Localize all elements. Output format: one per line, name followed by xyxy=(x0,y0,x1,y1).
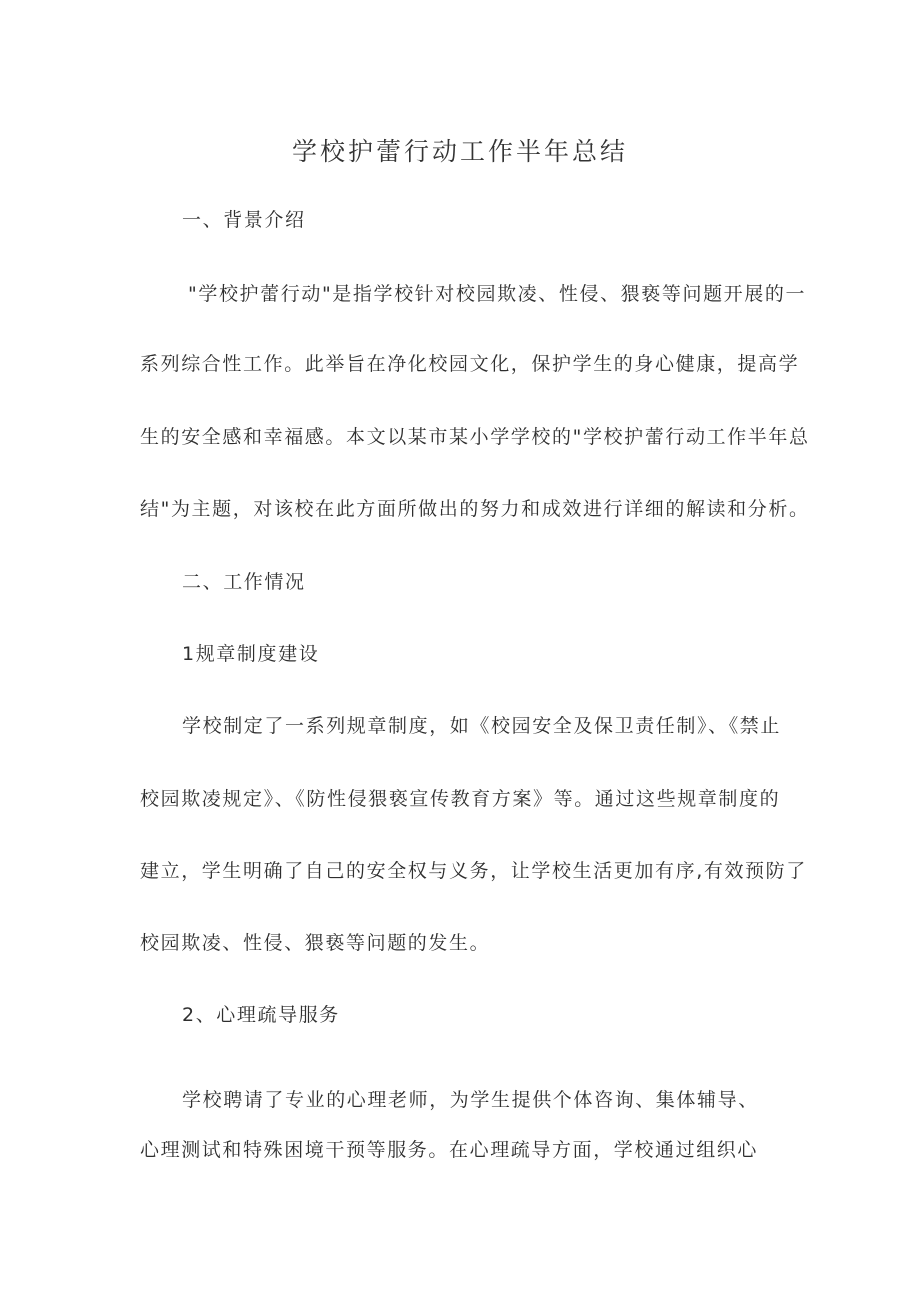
subsection-heading-rules: 1规章制度建设 xyxy=(182,643,320,665)
paragraph-line: 生的安全感和幸福感。本文以某市某小学学校的"学校护蕾行动工作半年总 xyxy=(140,426,810,448)
section-heading-background: 一、背景介绍 xyxy=(182,209,306,231)
paragraph-line: 学校聘请了专业的心理老师，为学生提供个体咨询、集体辅导、 xyxy=(182,1089,759,1111)
paragraph-line: 建立，学生明确了自己的安全权与义务，让学校生活更加有序,有效预防了 xyxy=(140,860,807,882)
paragraph-line: 校园欺凌、性侵、猥亵等问题的发生。 xyxy=(140,932,491,954)
subsection-heading-counseling: 2、心理疏导服务 xyxy=(182,1004,340,1026)
document-title: 学校护蕾行动工作半年总结 xyxy=(291,137,628,166)
paragraph-line: 系列综合性工作。此举旨在净化校园文化，保护学生的身心健康，提高学 xyxy=(140,353,800,375)
paragraph-line: "学校护蕾行动"是指学校针对校园欺凌、性侵、猥亵等问题开展的一 xyxy=(188,283,807,305)
paragraph-line: 结"为主题，对该校在此方面所做出的努力和成效进行详细的解读和分析。 xyxy=(140,498,810,520)
paragraph-line: 校园欺凌规定》、《防性侵猥亵宣传教育方案》等。通过这些规章制度的 xyxy=(140,788,781,810)
section-heading-work: 二、工作情况 xyxy=(182,571,306,593)
paragraph-line: 心理测试和特殊困境干预等服务。在心理疏导方面，学校通过组织心 xyxy=(140,1139,759,1161)
paragraph-line: 学校制定了一系列规章制度，如《校园安全及保卫责任制》、《禁止 xyxy=(182,715,782,737)
